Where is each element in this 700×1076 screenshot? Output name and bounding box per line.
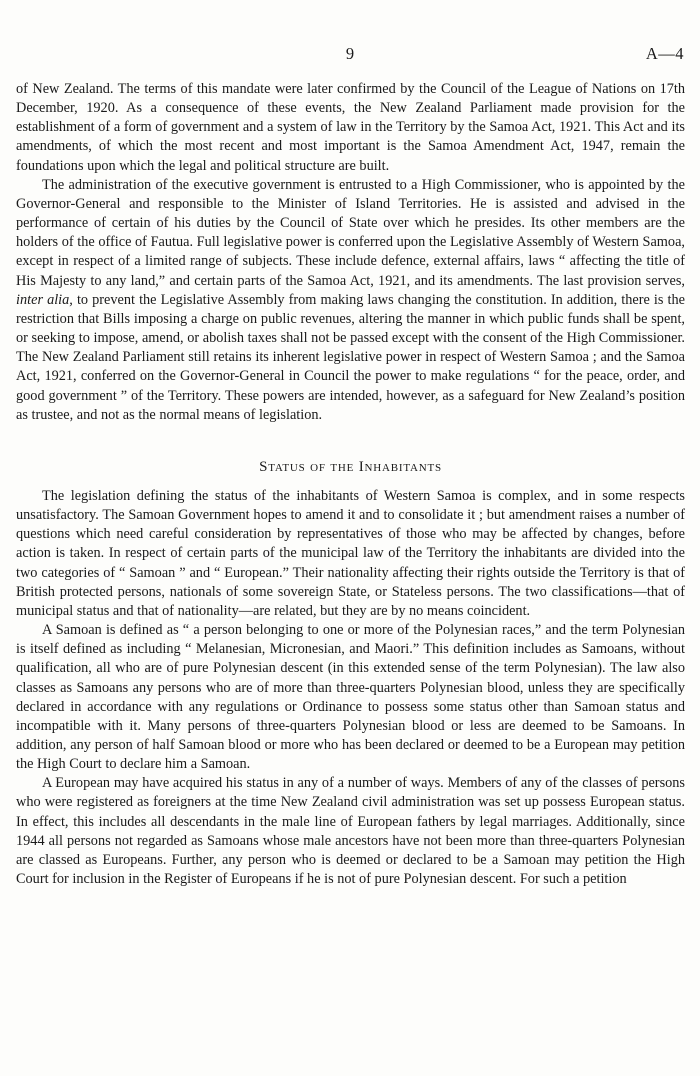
document-reference: A—4 [645, 44, 684, 63]
body-text [16, 80, 685, 889]
paragraph: of New Zealand. The terms of this mandate were later confirmed by the Council of the League of Nations on 17th December, 1920. As a consequence of these events, the New Zealand Parliament made provision for the establishment of a form of government and a system of law in the Territory by the Samoa Act, 1921. This Act and its amendments, of which the most recent and most important is the Samoa Amendment Act, 1947, remain the foundations upon which the legal and political structure are built. [16, 81, 685, 174]
paragraph: A European may have acquired his status in any of a number of ways. Members of any of the classes of persons who were registered as foreigners at the time New Zealand civil administration was set up possess European status. In effect, this includes all descendants in the male line of European fathers by legal marriages. Additionally, since 1944 all persons not regarded as Samoans whose male ancestors have not been more than three-quarters Polynesian are classed as Europeans. Further, any person who is deemed or declared to be a Samoan may petition the High Court for inclusion in the Register of Europeans if he is not of pure Polynesian descent. For such a petition [16, 775, 685, 888]
page-number: 9 [345, 44, 355, 63]
latin-phrase: inter alia, [16, 291, 73, 308]
paragraph: The legislation defining the status of the inhabitants of Western Samoa is complex, and in some respects unsatisfactory. The Samoan Government hopes to amend it and to consolidate it ; but amendment raises a number of questions which need careful consideration by representatives of those who may be affected by changes, before action is taken. In respect of certain parts of the municipal law of the Territory the inhabitants are divided into the two categories of “ Samoan ” and “ European.” Their nationality affecting their rights outside the Territory is that of British protected persons, nationals of some sovereign State, or Stateless persons. The two classifications—that of municipal status and that of nationality—are related, but they are by no means coincident. [16, 487, 685, 619]
paragraph-text: to prevent the Legislative Assembly from making laws changing the constitution. In addition, there is the restriction that Bills imposing a charge on public revenues, altering the manner in which public funds shall be spent, or seeking to impose, amend, or abolish taxes shall not be passed except with the consent of the High Commissioner. The New Zealand Parliament still retains its inherent legislative power in respect of Western Samoa ; and the Samoa Act, 1921, conferred on the Governor-General in Council the power to make regulations “ for the peace, order, and good government ” of the Territory. These powers are intended, however, as a safeguard for New Zealand’s position as trustee, and not as the normal means of legislation. [16, 291, 685, 423]
page-header [0, 44, 700, 64]
paragraph: A Samoan is defined as “ a person belonging to one or more of the Polynesian races,” and the term Polynesian is itself defined as including “ Melanesian, Micronesian, and Maori.” This definition includes as Samoans, without qualification, all who are of pure Polynesian descent (in this extended sense of the term Polynesian). The law also classes as Samoans any persons who are of more than three-quarters Polynesian blood, unless they are specifically declared in accordance with any regulations or Ordinance to possess some status other than Samoan status and incompatible with it. Many persons of three-quarters Polynesian blood or less are deemed to be Samoans. In addition, any person of half Samoan blood or more who has been declared or deemed to be a European may petition the High Court to declare him a Samoan. [16, 622, 685, 773]
paragraph-text: The administration of the executive government is entrusted to a High Commissioner, who is appointed by the Governor-General and responsible to the Minister of Island Territories. He is assisted and advised in the performance of certain of his duties by the Council of State over which he presides. Its other members are the holders of the office of Fautua. Full legislative power is conferred upon the Legislative Assembly of Western Samoa, except in respect of a limited range of subjects. These include defence, external affairs, laws “ affecting the title of His Majesty to any land,” and certain parts of the Samoa Act, 1921, and its amendments. The last provision serves, [16, 176, 685, 289]
section-heading: Status of the Inhabitants [259, 458, 442, 475]
paragraph [16, 176, 685, 425]
